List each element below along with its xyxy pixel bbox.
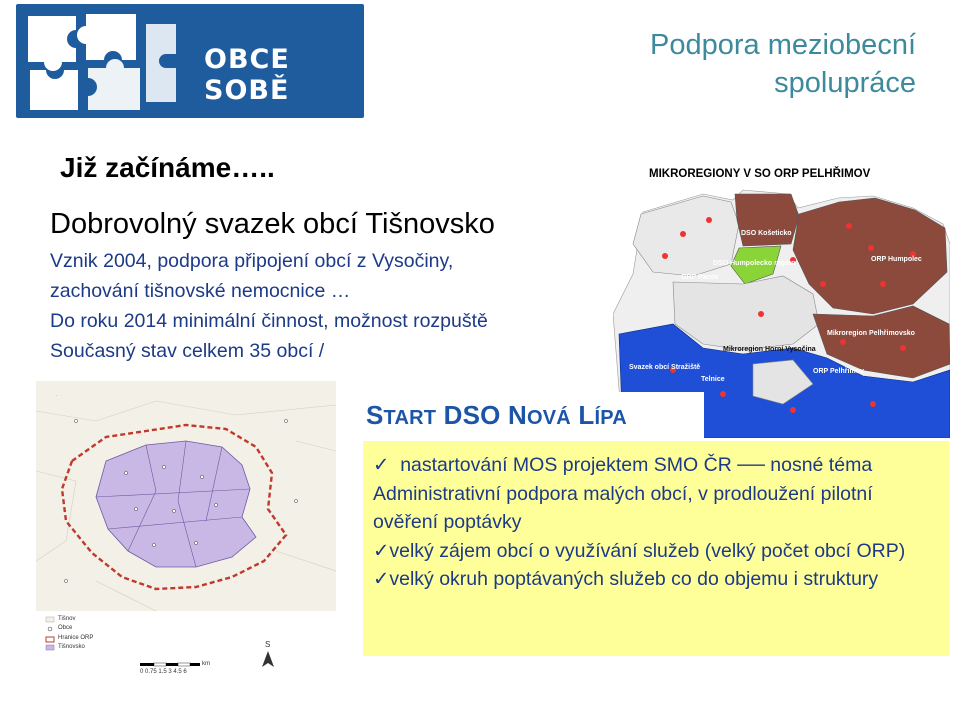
bullet-text: velký okruh poptávaných služeb co do objemu i struktury: [389, 568, 879, 590]
page-title-line-2: spolupráce: [774, 67, 916, 99]
dso-title: Dobrovolný svazek obcí Tišnovsko: [50, 208, 495, 240]
dso-line: zachování tišnovské nemocnice …: [50, 280, 351, 302]
legend-item: Tišnov: [58, 616, 76, 622]
page-title-line-1: Podpora meziobecní: [650, 29, 916, 61]
intro-heading: Již začínáme…..: [60, 152, 275, 183]
legend-item: Obce: [58, 625, 73, 631]
logo-text: OBCE SOBĚ: [204, 44, 290, 106]
start-l: L: [578, 400, 595, 430]
check-icon: ✓: [373, 539, 390, 562]
check-icon: ✓: [373, 454, 401, 476]
bullet-text: velký zájem obcí o využívání služeb (velký počet obcí ORP): [389, 539, 906, 562]
bullet-text: nastartování MOS projektem SMO ČR ── nosné téma Administrativní podpora malých obcí, v prodloužení pilotní ověření poptávky: [373, 454, 873, 533]
bullet-item: [373, 565, 939, 594]
start-n: N: [508, 400, 527, 430]
map-label: ORP Pacov: [681, 274, 719, 281]
start-heading: [356, 392, 704, 440]
map-label: ORP Humpolec: [871, 256, 922, 263]
map-label: Mikroregion Pelhřimovsko: [827, 330, 915, 337]
dso-line: Současný stav celkem 35 obcí /: [50, 340, 325, 362]
start-ova: OVÁ: [527, 407, 571, 429]
dso-line: Vznik 2004, podpora připojení obcí z Vysočiny,: [50, 250, 454, 272]
map-label: Svazek obcí Stražiště: [629, 364, 701, 371]
map-label: DSO Košeticko: [741, 230, 792, 237]
check-icon: ✓: [373, 568, 390, 590]
scale-bar-label: 0 0.75 1.5 3 4.5 6: [140, 669, 187, 675]
map-label: Mikroregion Horní Vysočina: [723, 346, 816, 353]
obce-sobe-logo: [16, 4, 364, 118]
legend-item: Tišnovsko: [58, 644, 85, 650]
map-label: ORP Pelhřimov: [813, 368, 864, 375]
dso-line: Do roku 2014 minimální činnost, možnost rozpuště: [50, 310, 488, 332]
map-label: DSO Humpolecko region: [713, 260, 796, 267]
scale-bar-unit: km: [202, 661, 210, 667]
bullet-box: [363, 441, 949, 656]
start-dso: DSO: [443, 400, 501, 430]
legend-item: Hranice ORP: [58, 635, 94, 641]
tisnovsko-map: [36, 381, 336, 681]
start-s: S: [366, 400, 384, 430]
map-label: Telnice: [701, 376, 725, 383]
svg-text:·: ·: [56, 393, 58, 399]
bullet-item: [373, 537, 939, 566]
map-top-title: MIKROREGIONY V SO ORP PELHŘIMOV: [649, 168, 871, 180]
page-title: [650, 26, 916, 102]
north-arrow-icon: S: [265, 640, 271, 649]
start-rest: TART: [383, 407, 437, 429]
bullet-item: [373, 451, 939, 537]
start-ipa: ÍPA: [594, 407, 627, 429]
